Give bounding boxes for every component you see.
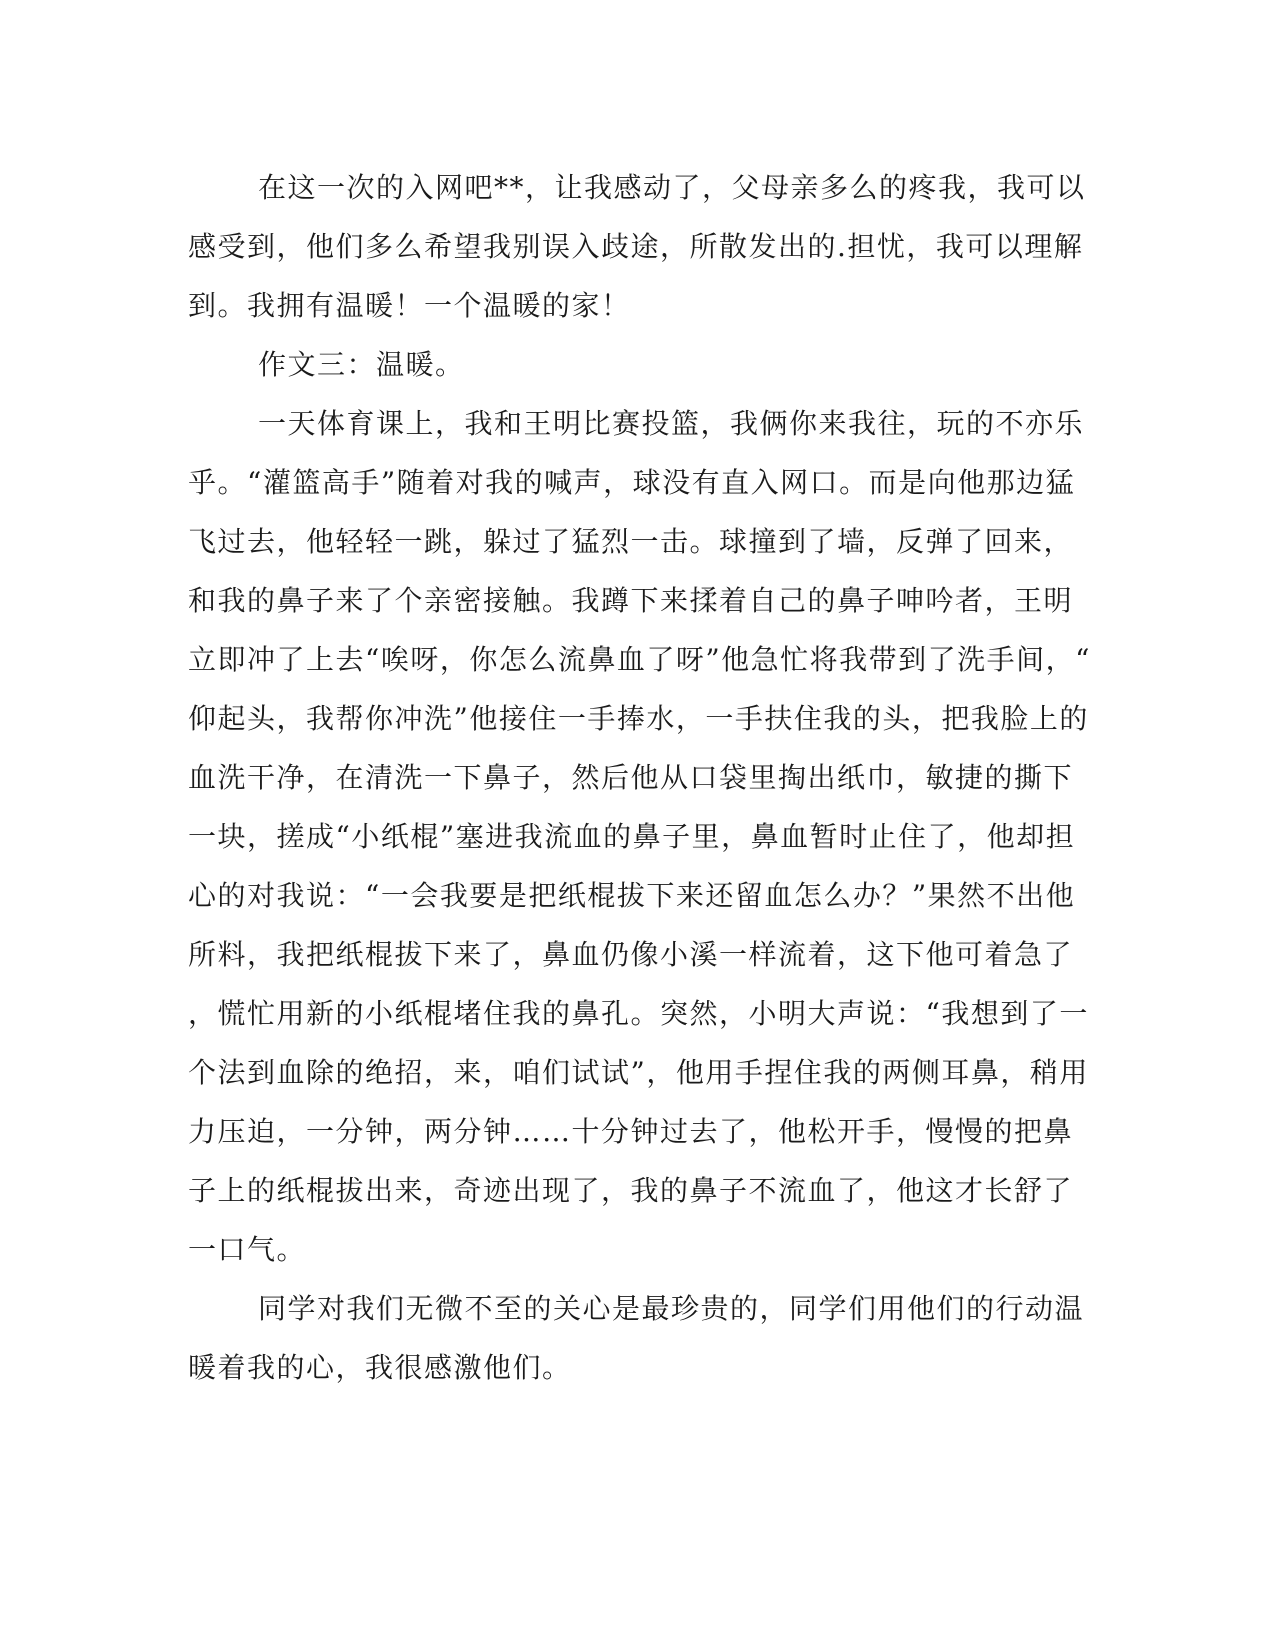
paragraph-line: 心的对我说：“一会我要是把纸棍拔下来还留血怎么办？”果然不出他 [188,879,1076,912]
paragraph-line: 力压迫，一分钟，两分钟……十分钟过去了，他松开手，慢慢的把鼻 [188,1115,1074,1148]
paragraph-line: 暖着我的心，我很感激他们。 [188,1351,572,1384]
paragraph-line: 立即冲了上去“唉呀，你怎么流鼻血了呀”他急忙将我带到了洗手间，“ [188,643,1091,676]
paragraph-line: 个法到血除的绝招，来，咱们试试”，他用手捏住我的两侧耳鼻，稍用 [188,1056,1089,1089]
paragraph-line: 仰起头，我帮你冲洗”他接住一手捧水，一手扶住我的头，把我脸上的 [188,702,1089,735]
paragraph-line: 飞过去，他轻轻一跳，躲过了猛烈一击。球撞到了墙，反弹了回来， [188,525,1074,558]
document-body [188,158,1091,1397]
paragraph-line: 到。我拥有温暖！一个温暖的家！ [188,289,631,322]
paragraph-line: 和我的鼻子来了个亲密接触。我蹲下来揉着自己的鼻子呻吟者，王明 [188,584,1074,617]
paragraph-line: 同学对我们无微不至的关心是最珍贵的，同学们用他们的行动温 [258,1292,1085,1325]
paragraph-line: 感受到，他们多么希望我别误入歧途，所散发出的.担忧，我可以理解 [188,230,1084,263]
paragraph-line: 乎。“灌篮高手”随着对我的喊声，球没有直入网口。而是向他那边猛 [188,466,1076,499]
paragraph-line: 一块，搓成“小纸棍”塞进我流血的鼻子里，鼻血暂时止住了，他却担 [188,820,1076,853]
essay-heading: 作文三：温暖。 [258,348,465,381]
paragraph-line: 一天体育课上，我和王明比赛投篮，我俩你来我往，玩的不亦乐 [258,407,1085,440]
paragraph-line: ，慌忙用新的小纸棍堵住我的鼻孔。突然，小明大声说：“我想到了一 [188,997,1089,1030]
paragraph-line: 一口气。 [188,1233,307,1266]
paragraph-line: 所料，我把纸棍拔下来了，鼻血仍像小溪一样流着，这下他可着急了 [188,938,1074,971]
paragraph-line: 血洗干净，在清洗一下鼻子，然后他从口袋里掏出纸巾，敏捷的撕下 [188,761,1074,794]
paragraph-line: 在这一次的入网吧**，让我感动了，父母亲多么的疼我，我可以 [258,171,1086,204]
paragraph-line: 子上的纸棍拔出来，奇迹出现了，我的鼻子不流血了，他这才长舒了 [188,1174,1074,1207]
